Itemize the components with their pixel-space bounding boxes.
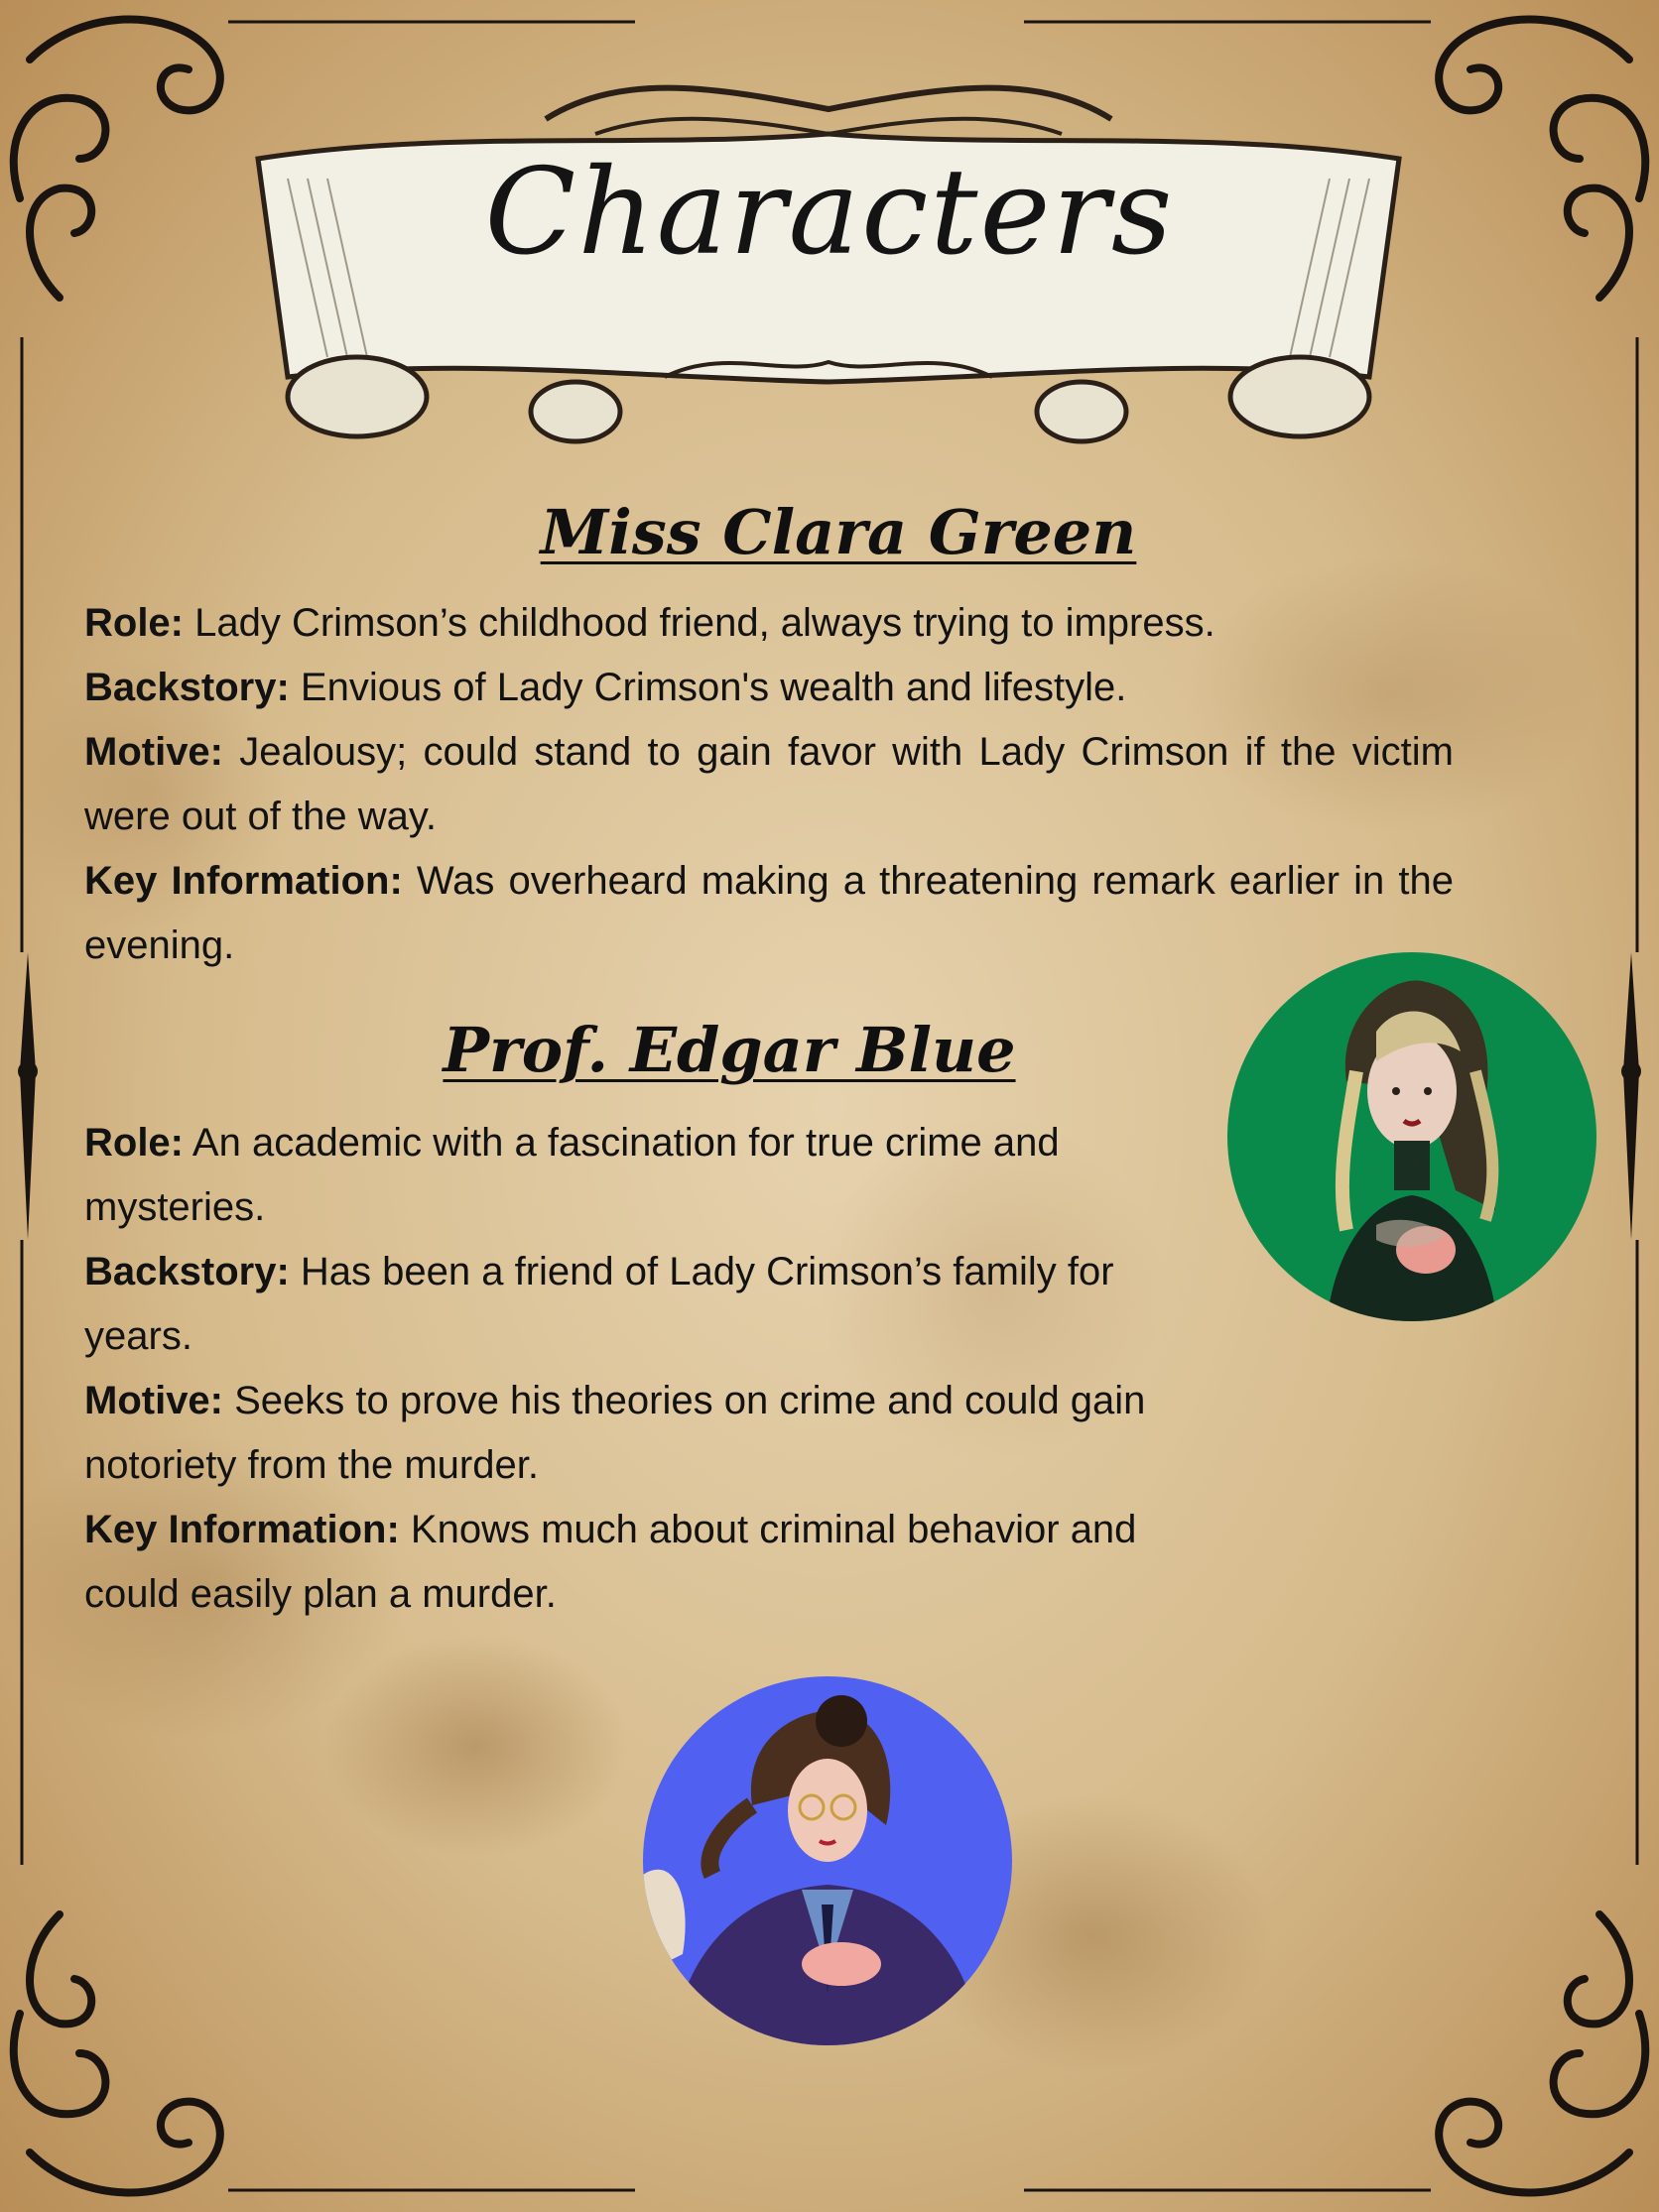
backstory-text: Has been a friend of Lady Crimson’s family for years. (84, 1250, 1114, 1358)
backstory-line (84, 656, 1454, 720)
role-line (84, 591, 1454, 656)
character-details-clara (84, 591, 1454, 978)
character-name-clara: Miss Clara Green (540, 496, 1137, 568)
motive-line (84, 1369, 1176, 1498)
role-text: An academic with a fascination for true crime and mysteries. (84, 1121, 1060, 1229)
portrait-edgar-blue (643, 1676, 1012, 2045)
key-info-text: Was overheard making a threatening remark earlier in the evening. (84, 859, 1454, 967)
role-label: Role: (84, 1121, 184, 1165)
backstory-line (84, 1240, 1176, 1369)
motive-text: Seeks to prove his theories on crime and could gain notoriety from the murder. (84, 1379, 1146, 1487)
backstory-label: Backstory: (84, 1250, 290, 1293)
key-info-label: Key Information: (84, 1508, 400, 1551)
key-info-text: Knows much about criminal behavior and could easily plan a murder. (84, 1508, 1137, 1616)
backstory-text: Envious of Lady Crimson's wealth and lifestyle. (300, 666, 1127, 709)
role-text: Lady Crimson’s childhood friend, always trying to impress. (194, 601, 1215, 645)
character-name-edgar: Prof. Edgar Blue (443, 1014, 1016, 1086)
key-info-line (84, 1498, 1176, 1627)
portrait-clara-green (1227, 952, 1596, 1321)
page-title: Characters (484, 144, 1175, 282)
role-label: Role: (84, 601, 184, 645)
backstory-label: Backstory: (84, 666, 290, 709)
key-info-line (84, 849, 1454, 978)
key-info-label: Key Information: (84, 859, 403, 903)
motive-label: Motive: (84, 1379, 223, 1422)
motive-text: Jealousy; could stand to gain favor with Lady Crimson if the victim were out of the way. (84, 730, 1454, 838)
motive-line (84, 720, 1454, 849)
character-details-edgar (84, 1111, 1176, 1627)
motive-label: Motive: (84, 730, 223, 774)
role-line (84, 1111, 1176, 1240)
